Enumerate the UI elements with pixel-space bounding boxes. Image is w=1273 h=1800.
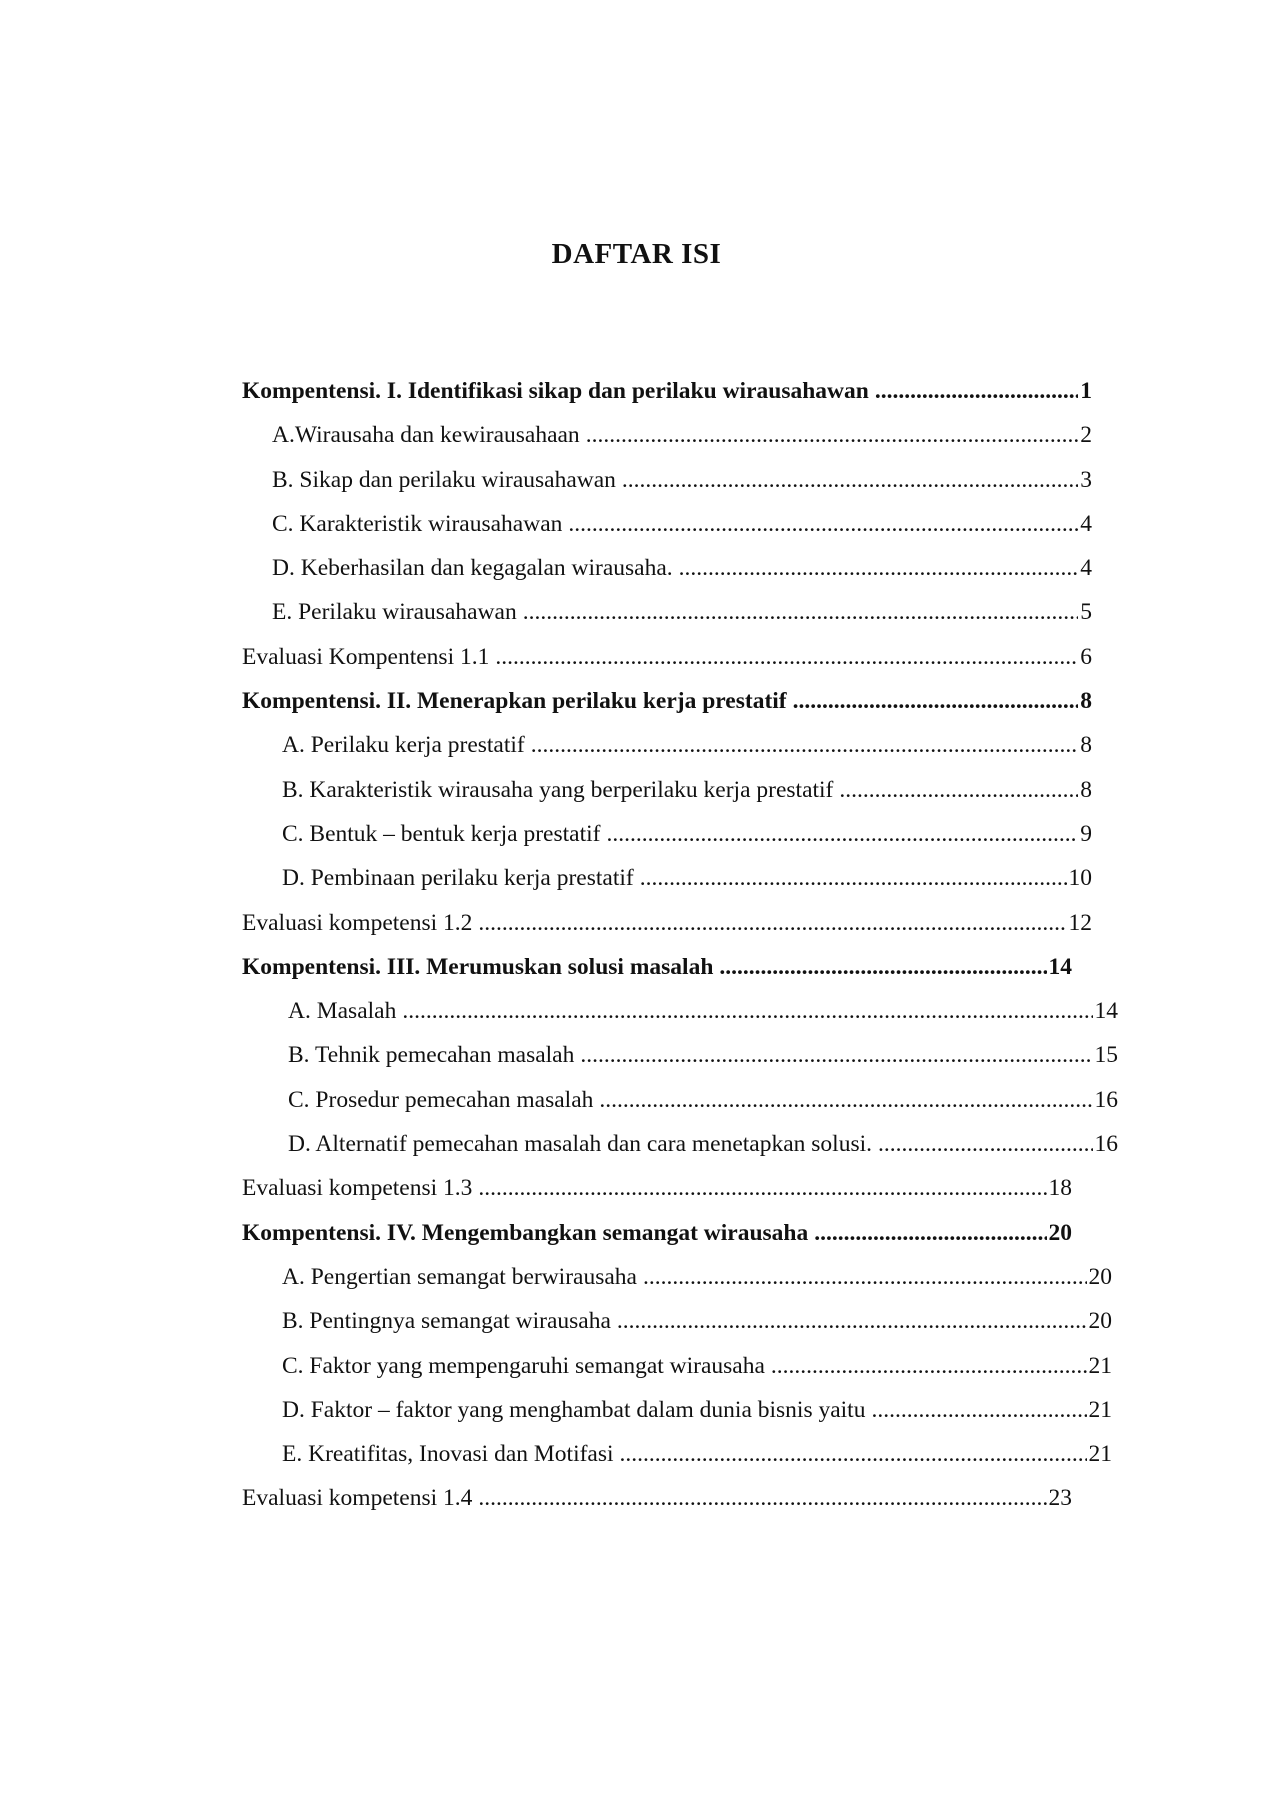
toc-leader-dots: [814, 1220, 1046, 1247]
toc-leader-dots: [622, 467, 1078, 494]
toc-entry-page: 20: [1048, 1219, 1072, 1246]
toc-entry-label: E. Kreatifitas, Inovasi dan Motifasi: [282, 1441, 614, 1468]
toc-entry-page: 21: [1088, 1396, 1112, 1423]
toc-entry-section: [242, 1353, 1112, 1397]
toc-entry-label: Evaluasi kompetensi 1.2: [242, 909, 473, 936]
toc-leader-dots: [871, 1397, 1086, 1424]
toc-entry-page: 23: [1048, 1485, 1072, 1512]
toc-entry-section: [242, 732, 1092, 776]
toc-entry-label: Kompentensi. III. Merumuskan solusi masalah: [242, 953, 714, 980]
toc-leader-dots: [580, 1042, 1092, 1069]
toc-leader-dots: [478, 1175, 1046, 1202]
toc-entry-chapter: [242, 688, 1092, 732]
toc-entry-evaluation: [242, 910, 1092, 954]
toc-entry-page: 8: [1080, 688, 1092, 715]
toc-entry-section: [242, 467, 1092, 511]
toc-entry-page: 14: [1048, 953, 1072, 980]
toc-entry-label: B. Tehnik pemecahan masalah: [288, 1042, 575, 1069]
toc-entry-label: E. Perilaku wirausahawan: [272, 599, 517, 626]
toc-entry-section: [242, 821, 1092, 865]
toc-leader-dots: [793, 688, 1079, 715]
toc-entry-page: 14: [1094, 998, 1118, 1025]
toc-leader-dots: [878, 1131, 1092, 1158]
toc-leader-dots: [531, 732, 1079, 759]
toc-leader-dots: [606, 821, 1078, 848]
toc-entry-label: A. Perilaku kerja prestatif: [282, 732, 525, 759]
toc-entry-label: Evaluasi Kompentensi 1.1: [242, 643, 490, 670]
toc-leader-dots: [640, 865, 1067, 892]
toc-entry-label: A. Masalah: [288, 998, 397, 1025]
toc-entry-section: [242, 555, 1092, 599]
page-title: DAFTAR ISI: [551, 238, 722, 270]
toc-entry-page: 20: [1088, 1263, 1112, 1290]
toc-leader-dots: [478, 1485, 1046, 1512]
toc-entry-page: 16: [1094, 1086, 1118, 1113]
toc-entry-section: [242, 1397, 1112, 1441]
toc-entry-label: Evaluasi kompetensi 1.4: [242, 1485, 473, 1512]
toc-entry-page: 15: [1094, 1042, 1118, 1069]
toc-entry-label: Evaluasi kompetensi 1.3: [242, 1175, 473, 1202]
toc-entry-section: [242, 998, 1118, 1042]
toc-entry-page: 21: [1088, 1352, 1112, 1379]
toc-leader-dots: [599, 1087, 1092, 1114]
toc-entry-chapter: [242, 378, 1092, 422]
toc-entry-section: [242, 1308, 1112, 1352]
toc-entry-section: [242, 422, 1092, 466]
toc-entry-page: 12: [1068, 909, 1092, 936]
toc-entry-label: Kompentensi. II. Menerapkan perilaku kerja prestatif: [242, 688, 787, 715]
toc-entry-page: 5: [1080, 599, 1092, 626]
toc-entry-label: Kompentensi. I. Identifikasi sikap dan perilaku wirausahawan: [242, 378, 869, 404]
toc-leader-dots: [679, 555, 1079, 582]
toc-entry-page: 18: [1048, 1175, 1072, 1202]
toc-entry-section: [242, 511, 1092, 555]
toc-entry-section: [242, 865, 1092, 909]
toc-entry-section: [242, 1042, 1118, 1086]
toc-entry-page: 20: [1088, 1308, 1112, 1335]
toc-leader-dots: [875, 378, 1078, 405]
toc-leader-dots: [523, 599, 1079, 626]
toc-entry-page: 4: [1080, 555, 1092, 582]
toc-entry-section: [242, 1131, 1118, 1175]
table-of-contents: [242, 378, 1118, 1530]
toc-entry-page: 4: [1080, 510, 1092, 537]
toc-entry-evaluation: [242, 644, 1092, 688]
toc-entry-label: A. Pengertian semangat berwirausaha: [282, 1263, 637, 1290]
toc-entry-page: 8: [1080, 776, 1092, 803]
toc-leader-dots: [478, 910, 1066, 937]
toc-leader-dots: [839, 777, 1078, 804]
toc-entry-page: 2: [1080, 422, 1092, 449]
toc-entry-chapter: [242, 954, 1072, 998]
toc-entry-label: C. Karakteristik wirausahawan: [272, 510, 563, 537]
toc-leader-dots: [620, 1441, 1087, 1468]
toc-entry-section: [242, 1441, 1112, 1485]
toc-entry-page: 1: [1080, 378, 1092, 404]
toc-entry-page: 10: [1068, 865, 1092, 892]
toc-leader-dots: [617, 1308, 1087, 1335]
toc-entry-evaluation: [242, 1175, 1072, 1219]
toc-entry-evaluation: [242, 1485, 1072, 1529]
toc-entry-chapter: [242, 1220, 1072, 1264]
toc-entry-label: C. Bentuk – bentuk kerja prestatif: [282, 820, 601, 847]
toc-leader-dots: [719, 954, 1046, 981]
toc-entry-label: D. Alternatif pemecahan masalah dan cara menetapkan solusi.: [288, 1131, 873, 1158]
toc-leader-dots: [586, 422, 1079, 449]
toc-entry-label: C. Faktor yang mempengaruhi semangat wirausaha: [282, 1352, 765, 1379]
toc-entry-section: [242, 1087, 1118, 1131]
toc-entry-section: [242, 777, 1092, 821]
toc-leader-dots: [568, 511, 1078, 538]
toc-entry-label: D. Keberhasilan dan kegagalan wirausaha.: [272, 555, 673, 582]
toc-leader-dots: [643, 1264, 1087, 1291]
toc-entry-section: [242, 599, 1092, 643]
toc-entry-label: B. Pentingnya semangat wirausaha: [282, 1308, 611, 1335]
toc-entry-page: 9: [1080, 820, 1092, 847]
toc-entry-page: 21: [1088, 1441, 1112, 1468]
toc-leader-dots: [771, 1353, 1087, 1380]
toc-entry-label: D. Pembinaan perilaku kerja prestatif: [282, 865, 634, 892]
toc-entry-label: B. Sikap dan perilaku wirausahawan: [272, 466, 616, 493]
toc-entry-label: C. Prosedur pemecahan masalah: [288, 1086, 594, 1113]
toc-entry-label: D. Faktor – faktor yang menghambat dalam dunia bisnis yaitu: [282, 1396, 866, 1423]
toc-entry-page: 16: [1094, 1131, 1118, 1158]
toc-entry-section: [242, 1264, 1112, 1308]
toc-leader-dots: [495, 644, 1078, 671]
toc-entry-label: A.Wirausaha dan kewirausahaan: [272, 422, 580, 449]
toc-leader-dots: [402, 998, 1092, 1025]
toc-entry-page: 3: [1080, 466, 1092, 493]
toc-entry-page: 8: [1080, 732, 1092, 759]
toc-entry-page: 6: [1080, 643, 1092, 670]
toc-entry-label: Kompentensi. IV. Mengembangkan semangat wirausaha: [242, 1219, 809, 1246]
toc-entry-label: B. Karakteristik wirausaha yang berperilaku kerja prestatif: [282, 776, 834, 803]
